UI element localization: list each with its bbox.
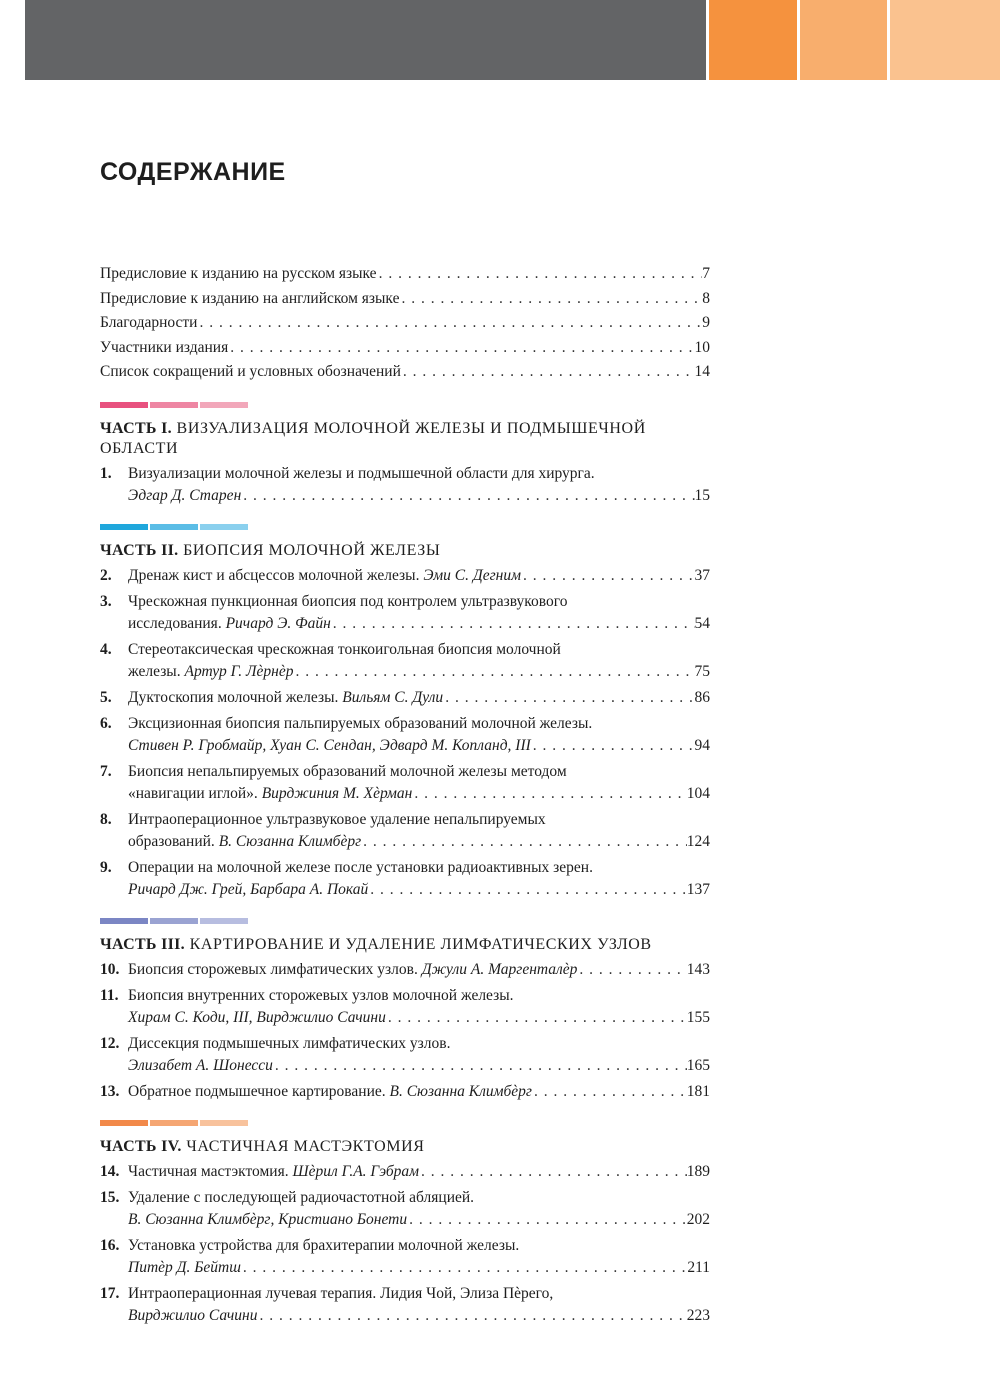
chapter-body: [128, 809, 710, 853]
part-color-bar: [100, 918, 710, 924]
front-matter-list: [100, 262, 710, 385]
color-segment: [200, 524, 248, 530]
chapter-number: 15.: [100, 1188, 120, 1206]
chapter-entry[interactable]: [100, 687, 710, 709]
chapter-last-line: [128, 613, 710, 635]
chapter-authors: Питѐр Д. Бейтш: [128, 1258, 241, 1276]
chapter-number: 6.: [100, 714, 112, 732]
page-number: 137: [686, 880, 710, 898]
chapter-number: 4.: [100, 640, 112, 658]
chapter-authors: Шѐрил Г.А. Гэбрам: [292, 1162, 420, 1180]
chapter-title-line: Визуализации молочной железы и подмышечной области для хирурга.: [128, 464, 595, 482]
chapter-entry[interactable]: [100, 463, 710, 507]
part-color-bar: [100, 1120, 710, 1126]
entry-title: Список сокращений и условных обозначений: [100, 363, 401, 380]
entry-title: Участники издания: [100, 338, 229, 356]
chapter-entry[interactable]: [100, 1161, 710, 1183]
chapter-text: [128, 1257, 241, 1279]
part-label: ЧАСТЬ I.: [100, 419, 172, 437]
dot-leader: [197, 311, 702, 335]
page-number: 211: [687, 1258, 710, 1276]
chapter-last-line: [128, 485, 710, 507]
part-title[interactable]: [100, 541, 700, 561]
part-label: ЧАСТЬ III.: [100, 935, 185, 953]
chapter-title-text: Биопсия сторожевых лимфатических узлов.: [128, 960, 422, 978]
dot-leader: [399, 287, 702, 311]
page-number: 86: [694, 688, 710, 706]
header-orange-block-1: [709, 0, 797, 80]
dot-leader: [386, 1007, 687, 1029]
color-segment: [200, 402, 248, 408]
chapter-body: [128, 1283, 710, 1327]
chapter-title-line: Биопсия непальпируемых образований молочной железы методом: [128, 762, 567, 780]
chapter-text: [128, 485, 241, 507]
dot-leader: [521, 565, 695, 587]
dot-leader: [577, 959, 686, 981]
chapter-text: [128, 687, 443, 709]
page-number: 189: [686, 1162, 710, 1180]
chapter-title-text: Частичная мастэктомия.: [128, 1162, 293, 1180]
chapter-text: [128, 959, 577, 981]
part-title-text: ВИЗУАЛИЗАЦИЯ МОЛОЧНОЙ ЖЕЛЕЗЫ И ПОДМЫШЕЧНОЙ ОБЛАСТИ: [100, 419, 646, 457]
chapter-number: 12.: [100, 1034, 120, 1052]
chapter-text: [128, 1081, 532, 1103]
part-color-bar: [100, 402, 710, 408]
chapter-entry[interactable]: [100, 809, 710, 853]
chapter-body: [128, 463, 710, 507]
chapter-body: [128, 713, 710, 757]
color-segment: [150, 524, 198, 530]
page-number: 124: [686, 832, 710, 850]
chapter-title-line: Интраоперационная лучевая терапия. Лидия Чой, Элиза Пѐрего,: [128, 1284, 554, 1302]
part-title-text: ЧАСТИЧНАЯ МАСТЭКТОМИЯ: [186, 1137, 425, 1155]
dot-leader: [412, 783, 686, 805]
color-segment: [100, 918, 148, 924]
chapter-title-text: Дуктоскопия молочной железы.: [128, 688, 343, 706]
chapter-entry[interactable]: [100, 1235, 710, 1279]
chapter-authors: Элизабет А. Шонесси: [128, 1056, 273, 1074]
table-of-contents: [100, 262, 710, 1331]
page-number: 37: [694, 566, 710, 584]
color-segment: [150, 402, 198, 408]
chapter-number: 8.: [100, 810, 112, 828]
header-orange-block-2: [800, 0, 887, 80]
chapter-authors: Вильям С. Дули: [342, 688, 444, 706]
dot-leader: [361, 831, 687, 853]
page-number: 9: [702, 314, 710, 331]
chapter-authors: Ричард Дж. Грей, Барбара А. Покай: [128, 880, 369, 898]
chapter-number: 5.: [100, 688, 112, 706]
chapter-last-line: [128, 735, 710, 757]
page-number: 104: [686, 784, 710, 802]
chapter-text: [128, 661, 293, 683]
chapter-last-line: [128, 1257, 710, 1279]
chapter-title-line: Эксцизионная биопсия пальпируемых образований молочной железы.: [128, 714, 593, 732]
chapter-number: 17.: [100, 1284, 120, 1302]
chapter-text: [128, 1209, 407, 1231]
chapter-title-text: Обратное подмышечное картирование.: [128, 1082, 390, 1100]
dot-leader: [532, 1081, 687, 1103]
toc-entry[interactable]: [100, 287, 710, 312]
chapter-last-line: [128, 1161, 710, 1183]
chapter-entry[interactable]: [100, 639, 710, 683]
chapter-last-line: [128, 565, 710, 587]
dot-leader: [401, 360, 695, 384]
chapter-title-text: образований.: [128, 832, 219, 850]
color-segment: [100, 402, 148, 408]
chapter-text: [128, 1161, 419, 1183]
chapter-number: 10.: [100, 960, 120, 978]
chapter-last-line: [128, 1081, 710, 1103]
dot-leader: [407, 1209, 687, 1231]
chapter-number: 2.: [100, 566, 112, 584]
header-orange-block-3: [890, 0, 1000, 80]
chapter-entry[interactable]: [100, 985, 710, 1029]
chapter-last-line: [128, 1209, 710, 1231]
part-color-bar: [100, 524, 710, 530]
chapter-authors: Артур Г. Лѐрнѐр: [184, 662, 294, 680]
chapter-body: [128, 985, 710, 1029]
chapter-body: [128, 565, 710, 587]
chapter-entry[interactable]: [100, 959, 710, 981]
chapter-entry[interactable]: [100, 1283, 710, 1327]
chapter-last-line: [128, 831, 710, 853]
chapter-body: [128, 959, 710, 981]
chapter-body: [128, 639, 710, 683]
color-segment: [100, 524, 148, 530]
chapter-number: 16.: [100, 1236, 120, 1254]
toc-entry[interactable]: [100, 360, 710, 385]
header-bar: [0, 0, 1000, 80]
dot-leader: [531, 735, 695, 757]
color-segment: [200, 1120, 248, 1126]
chapter-authors: Хирам С. Коди, III, Вирджилио Сачини: [128, 1008, 386, 1026]
chapter-body: [128, 1081, 710, 1103]
toc-entry[interactable]: [100, 262, 710, 287]
dot-leader: [241, 1257, 687, 1279]
header-gray-block: [25, 0, 706, 80]
chapter-entry[interactable]: [100, 713, 710, 757]
chapter-text: [128, 1305, 257, 1327]
chapter-title-text: «навигации иглой».: [128, 784, 262, 802]
page-title: СОДЕРЖАНИЕ: [100, 158, 286, 186]
part-label: ЧАСТЬ IV.: [100, 1137, 182, 1155]
page-number: 202: [686, 1210, 710, 1228]
part-title[interactable]: [100, 419, 700, 459]
dot-leader: [377, 262, 703, 286]
chapter-entry[interactable]: [100, 1081, 710, 1103]
part-section: [100, 402, 710, 507]
part-title-text: КАРТИРОВАНИЕ И УДАЛЕНИЕ ЛИМФАТИЧЕСКИХ УЗЛОВ: [189, 935, 652, 953]
page-number: 15: [694, 486, 710, 504]
entry-title: Предисловие к изданию на русском языке: [100, 265, 377, 282]
chapter-number: 1.: [100, 464, 112, 482]
page-number: 7: [702, 265, 710, 282]
page-number: 181: [686, 1082, 710, 1100]
chapter-text: [128, 735, 531, 757]
chapter-entry[interactable]: [100, 591, 710, 635]
entry-title: Предисловие к изданию на английском языке: [100, 289, 400, 307]
part-title[interactable]: [100, 935, 700, 955]
chapter-number: 9.: [100, 858, 112, 876]
chapter-authors: Стивен Р. Гробмайр, Хуан С. Сендан, Эдвард М. Копланд, III: [128, 736, 531, 754]
chapter-title-line: Стереотаксическая чрескожная тонкоигольная биопсия молочной: [128, 640, 561, 658]
chapter-text: [128, 565, 521, 587]
chapter-entry[interactable]: [100, 1187, 710, 1231]
color-segment: [150, 1120, 198, 1126]
chapter-body: [128, 1161, 710, 1183]
chapter-last-line: [128, 959, 710, 981]
chapter-last-line: [128, 1055, 710, 1077]
dot-leader: [331, 613, 695, 635]
chapter-entry[interactable]: [100, 565, 710, 587]
part-section: [100, 1120, 710, 1327]
page-number: 143: [686, 960, 710, 978]
chapter-body: [128, 687, 710, 709]
part-title[interactable]: [100, 1137, 700, 1157]
page-number: 165: [686, 1056, 710, 1074]
chapter-body: [128, 1235, 710, 1279]
dot-leader: [443, 687, 694, 709]
color-segment: [100, 1120, 148, 1126]
dot-leader: [257, 1305, 686, 1327]
chapter-entry[interactable]: [100, 761, 710, 805]
chapter-number: 11.: [100, 986, 119, 1004]
chapter-text: [128, 1055, 273, 1077]
chapter-text: [128, 613, 331, 635]
chapter-body: [128, 591, 710, 635]
color-segment: [150, 918, 198, 924]
chapter-last-line: [128, 1007, 710, 1029]
toc-entry[interactable]: [100, 336, 710, 361]
page-number: 94: [694, 736, 710, 754]
parts-list: [100, 402, 710, 1327]
chapter-entry[interactable]: [100, 857, 710, 901]
chapter-text: [128, 879, 368, 901]
chapter-body: [128, 1033, 710, 1077]
chapter-number: 13.: [100, 1082, 120, 1100]
page-number: 10: [694, 338, 710, 356]
chapter-number: 7.: [100, 762, 112, 780]
chapter-authors: Вирджилио Сачини: [128, 1306, 258, 1324]
page-number: 223: [686, 1306, 710, 1324]
part-section: [100, 524, 710, 901]
chapter-last-line: [128, 687, 710, 709]
chapter-authors: Джули А. Маргенталѐр: [421, 960, 578, 978]
chapter-entry[interactable]: [100, 1033, 710, 1077]
chapter-title-line: Удаление с последующей радиочастотной абляцией.: [128, 1188, 475, 1206]
chapter-text: [128, 783, 412, 805]
chapter-authors: Эми С. Дегним: [423, 566, 521, 584]
dot-leader: [228, 336, 694, 360]
chapter-last-line: [128, 783, 710, 805]
chapter-body: [128, 761, 710, 805]
page-number: 54: [694, 614, 710, 632]
chapter-authors: В. Сюзанна Климбѐрг: [218, 832, 362, 850]
chapter-authors: Вирджиния М. Хѐрман: [261, 784, 413, 802]
dot-leader: [241, 485, 694, 507]
chapter-last-line: [128, 661, 710, 683]
chapter-text: [128, 1007, 386, 1029]
chapter-last-line: [128, 1305, 710, 1327]
chapter-authors: В. Сюзанна Климбѐрг, Кристиано Бонети: [128, 1210, 408, 1228]
chapter-title-text: Дренаж кист и абсцессов молочной железы.: [128, 566, 424, 584]
chapter-title-line: Установка устройства для брахитерапии молочной железы.: [128, 1236, 520, 1254]
chapter-title-line: Интраоперационное ультразвуковое удаление непальпируемых: [128, 810, 546, 828]
part-title-text: БИОПСИЯ МОЛОЧНОЙ ЖЕЛЕЗЫ: [183, 541, 441, 559]
part-section: [100, 918, 710, 1103]
part-label: ЧАСТЬ II.: [100, 541, 179, 559]
chapter-authors: Ричард Э. Файн: [225, 614, 331, 632]
chapter-title-text: железы.: [128, 662, 185, 680]
toc-entry[interactable]: [100, 311, 710, 336]
chapter-authors: Эдгар Д. Старен: [128, 486, 242, 504]
color-segment: [200, 918, 248, 924]
chapter-title-line: Диссекция подмышечных лимфатических узлов.: [128, 1034, 451, 1052]
chapter-text: [128, 831, 361, 853]
chapter-number: 3.: [100, 592, 112, 610]
entry-title: Благодарности: [100, 314, 198, 331]
dot-leader: [419, 1161, 687, 1183]
chapter-title-line: Биопсия внутренних сторожевых узлов молочной железы.: [128, 986, 514, 1004]
chapter-number: 14.: [100, 1162, 120, 1180]
dot-leader: [293, 661, 694, 683]
chapter-title-line: Чрескожная пункционная биопсия под контролем ультразвукового: [128, 592, 568, 610]
chapter-last-line: [128, 879, 710, 901]
page-number: 8: [702, 289, 710, 307]
dot-leader: [273, 1055, 687, 1077]
dot-leader: [368, 879, 686, 901]
chapter-body: [128, 1187, 710, 1231]
chapter-authors: В. Сюзанна Климбѐрг: [389, 1082, 532, 1100]
chapter-body: [128, 857, 710, 901]
chapter-title-line: Операции на молочной железе после установки радиоактивных зерен.: [128, 858, 593, 876]
page-number: 14: [694, 363, 710, 380]
chapter-title-text: исследования.: [128, 614, 226, 632]
page-number: 75: [694, 662, 710, 680]
page-number: 155: [686, 1008, 710, 1026]
